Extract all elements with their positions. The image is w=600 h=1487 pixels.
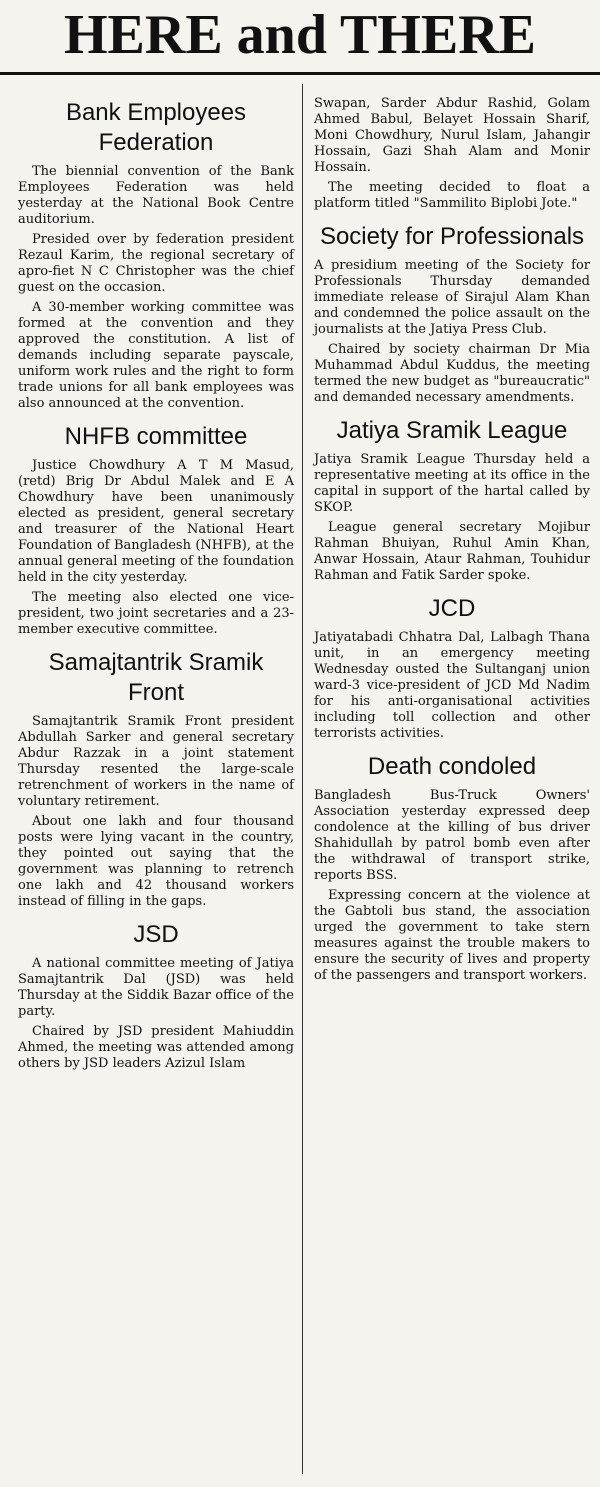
- article-jsd: [18, 920, 294, 1072]
- article-paragraph: The biennial convention of the Bank Employees Federation was held yesterday at the National Book Centre auditorium.: [18, 164, 294, 227]
- article-body: [314, 788, 590, 984]
- article-paragraph: Justice Chowdhury A T M Masud, (retd) Brig Dr Abdul Malek and E A Chowdhury have been unanimously elected as president, general secretary and treasurer of the National Heart Foundation of Bangladesh (NHFB), at the annual general meeting of the foundation held in the city yesterday.: [18, 458, 294, 585]
- right-column: [314, 96, 590, 988]
- article-paragraph: Jatiyatabadi Chhatra Dal, Lalbagh Thana unit, in an emergency meeting Wednesday ousted the Sultanganj union ward-3 vice-president of JCD Md Nadim for his anti-organisational activities including toll collection and other terrorists activities.: [314, 630, 590, 741]
- article-headline: Society for Professionals: [319, 223, 585, 250]
- article-body: [314, 452, 590, 584]
- article-jcd: [314, 594, 590, 742]
- article-paragraph: League general secretary Mojibur Rahman Bhuiyan, Ruhul Amin Khan, Anwar Hossain, Ataur Rahman, Touhidur Rahman and Fatik Sarder spoke.: [314, 520, 590, 583]
- article-paragraph: A 30-member working committee was formed at the convention and they approved the constitution. A list of demands including separate payscale, uniform work rules and the right to form trade unions for all bank employees was also announced at the convention.: [18, 300, 294, 411]
- article-paragraph: Bangladesh Bus-Truck Owners' Association yesterday expressed deep condolence at the killing of bus driver Shahidullah by patrol bomb even after the withdrawal of transport strike, reports BSS.: [314, 788, 590, 883]
- article-paragraph: Jatiya Sramik League Thursday held a representative meeting at its office in the capital in support of the hartal called by SKOP.: [314, 452, 590, 515]
- column-divider: [302, 84, 303, 1474]
- article-body: [18, 714, 294, 910]
- article-headline: JSD: [133, 921, 179, 948]
- article-paragraph: A national committee meeting of Jatiya Samajtantrik Dal (JSD) was held Thursday at the Siddik Bazar office of the party.: [18, 956, 294, 1019]
- article-body: [18, 458, 294, 638]
- article-nhfb: [18, 422, 294, 638]
- article-paragraph: Presided over by federation president Rezaul Karim, the regional secretary of apro-fiet N C Christopher was the chief guest on the occasion.: [18, 232, 294, 295]
- article-paragraph: The meeting also elected one vice-president, two joint secretaries and a 23-member executive committee.: [18, 590, 294, 637]
- article-bank-employees: [18, 98, 294, 412]
- article-society-professionals: [314, 222, 590, 406]
- article-paragraph: About one lakh and four thousand posts were lying vacant in the country, they pointed out saying that the government was planning to retrench one lakh and 42 thousand workers instead of filling in the gaps.: [18, 814, 294, 909]
- article-death-condoled: [314, 752, 590, 984]
- article-body: [314, 630, 590, 742]
- article-headline: NHFB committee: [64, 423, 248, 450]
- article-paragraph: Samajtantrik Sramik Front president Abdullah Sarker and general secretary Abdur Razzak in a joint statement Thursday resented the large-scale retrenchment of workers in the name of voluntary retirement.: [18, 714, 294, 809]
- article-paragraph: Swapan, Sarder Abdur Rashid, Golam Ahmed Babul, Belayet Hossain Sharif, Moni Chowdhury, Nurul Islam, Jahangir Hossain, Gazi Shah Alam and Monir Hossain.: [314, 96, 590, 175]
- article-body: [18, 164, 294, 412]
- article-paragraph: A presidium meeting of the Society for Professionals Thursday demanded immediate release of Sirajul Alam Khan and condemned the police assault on the journalists at the Jatiya Press Club.: [314, 258, 590, 337]
- article-paragraph: The meeting decided to float a platform titled "Sammilito Biplobi Jote.": [314, 180, 590, 211]
- article-headline: Samajtantrik Sramik Front: [48, 649, 264, 706]
- article-body: [314, 96, 590, 212]
- article-headline: Death condoled: [367, 753, 537, 780]
- article-body: [314, 258, 590, 406]
- masthead: [0, 0, 600, 75]
- article-body: [18, 956, 294, 1072]
- article-samajtantrik: [18, 648, 294, 910]
- article-headline: JCD: [428, 595, 476, 622]
- article-paragraph: Expressing concern at the violence at the Gabtoli bus stand, the association urged the government to take stern measures against the trouble makers to ensure the security of lives and property of the passengers and transport workers.: [314, 888, 590, 983]
- article-sramik-league: [314, 416, 590, 584]
- article-jsd-continued: [314, 96, 590, 212]
- article-headline: Jatiya Sramik League: [336, 417, 568, 444]
- article-paragraph: Chaired by JSD president Mahiuddin Ahmed, the meeting was attended among others by JSD leaders Azizul Islam: [18, 1024, 294, 1071]
- page-title: HERE and THERE: [63, 4, 537, 66]
- article-headline: Bank Employees Federation: [65, 99, 247, 156]
- article-paragraph: Chaired by society chairman Dr Mia Muhammad Abdul Kuddus, the meeting termed the new budget as "bureaucratic" and demanded necessary amendments.: [314, 342, 590, 405]
- left-column: [18, 88, 294, 1076]
